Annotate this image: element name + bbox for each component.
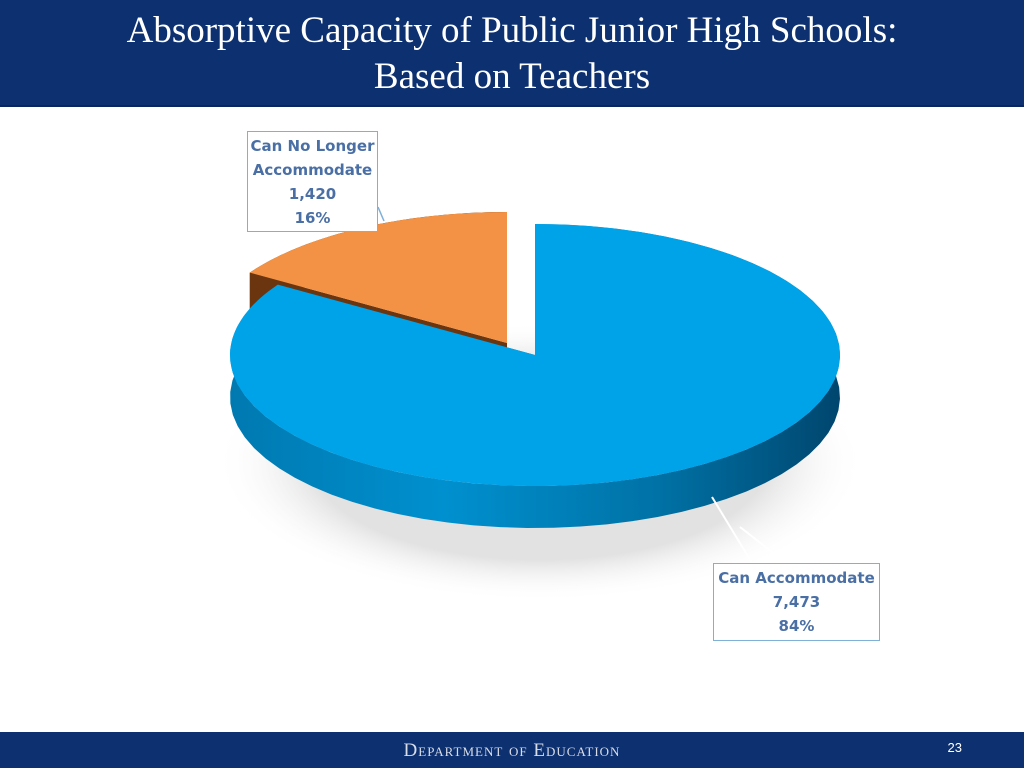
footer-bar xyxy=(0,732,1024,768)
department-name: Department of Education xyxy=(403,740,621,761)
page-number: 23 xyxy=(947,740,962,755)
leader-line-can-no-longer xyxy=(378,207,384,221)
label-value: 7,473 xyxy=(772,593,821,611)
data-label-can-accommodate xyxy=(713,563,880,641)
label-percent: 84% xyxy=(778,617,815,635)
title-banner xyxy=(0,0,1024,107)
title-line-1: Absorptive Capacity of Public Junior High Schools: xyxy=(126,10,898,51)
label-percent: 16% xyxy=(294,209,331,227)
label-name-line-1: Can No Longer xyxy=(250,137,375,155)
label-name-line-1: Can Accommodate xyxy=(718,569,875,587)
page-title xyxy=(0,8,1024,100)
data-label-can-no-longer-accommodate xyxy=(247,131,378,232)
label-name-line-2: Accommodate xyxy=(252,161,373,179)
pie-chart-area xyxy=(0,107,1024,732)
label-value: 1,420 xyxy=(288,185,337,203)
title-line-2: Based on Teachers xyxy=(373,56,651,97)
